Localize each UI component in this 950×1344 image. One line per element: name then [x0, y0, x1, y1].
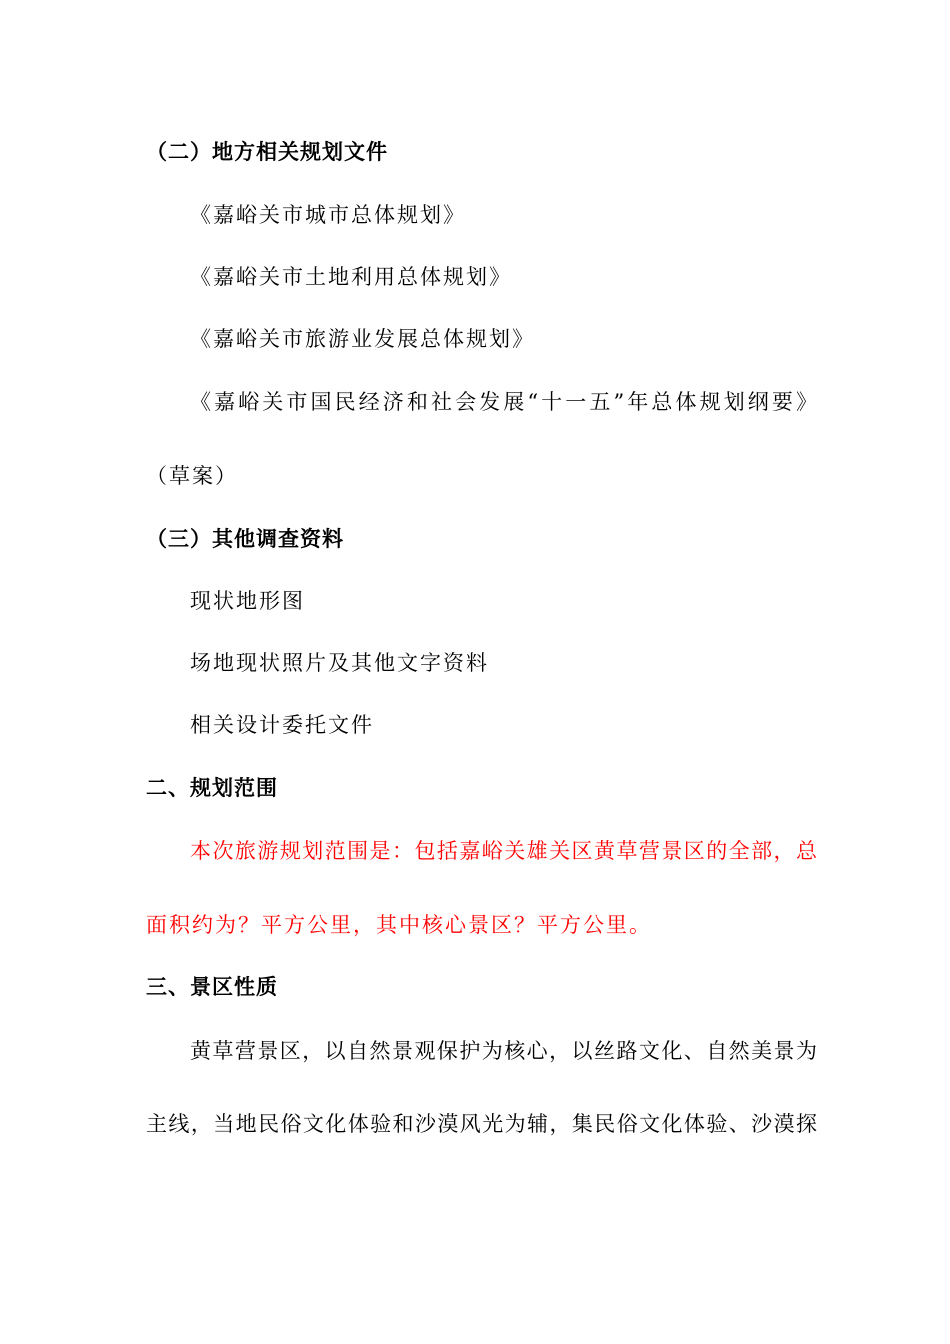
heading-planning-scope: 二、规划范围 [146, 776, 278, 800]
list-item-economic-plan: 《嘉峪关市国民经济和社会发展“十一五”年总体规划纲要》 [190, 390, 818, 414]
heading-local-planning-docs: （二）地方相关规划文件 [146, 140, 388, 164]
list-item-land-use-plan: 《嘉峪关市土地利用总体规划》 [190, 265, 512, 289]
scope-paragraph-line-1: 本次旅游规划范围是：包括嘉峪关雄关区黄草营景区的全部，总 [190, 839, 818, 863]
heading-other-survey-materials: （三）其他调查资料 [146, 527, 344, 551]
list-item-site-photos: 场地现状照片及其他文字资料 [190, 651, 489, 675]
list-item-draft-note: （草案） [146, 464, 238, 488]
list-item-tourism-plan: 《嘉峪关市旅游业发展总体规划》 [190, 327, 535, 351]
list-item-design-commission: 相关设计委托文件 [190, 713, 374, 737]
heading-scenic-area-nature: 三、景区性质 [146, 975, 278, 999]
scope-paragraph-line-2: 面积约为？平方公里，其中核心景区？平方公里。 [146, 913, 652, 937]
list-item-city-master-plan: 《嘉峪关市城市总体规划》 [190, 203, 466, 227]
nature-paragraph-line-1: 黄草营景区，以自然景观保护为核心，以丝路文化、自然美景为 [190, 1039, 818, 1063]
list-item-topographic-map: 现状地形图 [190, 589, 305, 613]
nature-paragraph-line-2: 主线，当地民俗文化体验和沙漠风光为辅，集民俗文化体验、沙漠探 [146, 1112, 818, 1136]
